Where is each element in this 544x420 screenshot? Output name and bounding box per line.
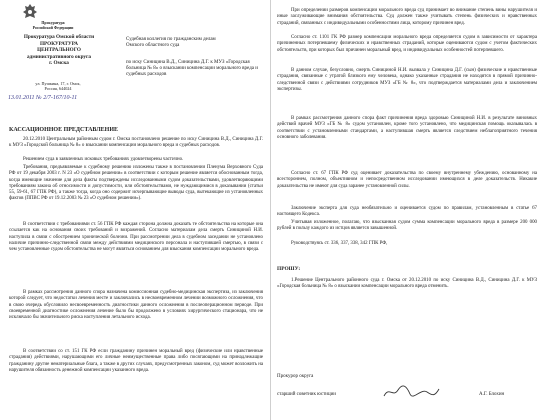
paragraph: Согласно ст. 67 ГПК РФ суд оценивает доказательства по своему внутреннему убеждению, основанному на всестороннем, полном, объективном и непосредственном исследовании имеющихся в деле доказательств. Никакие доказательства не имеют для суда заранее установленной силы. bbox=[277, 171, 537, 189]
document-title: КАССАЦИОННОЕ ПРЕДСТАВЛЕНИЕ bbox=[9, 127, 119, 133]
left-page bbox=[0, 0, 271, 420]
organization-name: Прокуратура Омской области ПРОКУРАТУРА ЦЕНТРАЛЬНОГО административного округа г. Омска bbox=[23, 34, 95, 66]
case-subject: по иску Синицина В.Д., Синицина Д.Г. к МУЗ «Городская больница № 8» о взыскании компенсации морального вреда и судебных расходов bbox=[126, 60, 258, 78]
organization-address: ул. Пушкина, 17, г. Омск, Россия, 644024 bbox=[35, 81, 81, 92]
signature-title: Прокурор округа bbox=[277, 374, 314, 379]
right-page bbox=[271, 0, 544, 420]
coat-of-arms-icon bbox=[22, 3, 38, 21]
recipient: Судебная коллегия по гражданским делам Омского областного суда bbox=[126, 37, 216, 49]
handwritten-signature bbox=[381, 384, 441, 400]
request-title: ПРОШУ: bbox=[277, 266, 301, 272]
paragraph: Заключение эксперта для суда необязательно и оценивается судом по правилам, установленным в статье 67 настоящего Кодекса. bbox=[277, 206, 537, 218]
paragraph: Учитывая изложенное, полагаю, что взысканная судом сумма компенсации морального вреда в размере 200 000 рублей в пользу каждого из истцов является завышенной. bbox=[277, 220, 537, 232]
paragraph: Требования, предъявляемые к судебному решению изложены также в постановлении Пленума Верховного Суда РФ от 19 декабря 2003 г. N 23 «О судебном решении» в соответствии с которым решение является обоснованным тогда, когда имеющие значение для дела факты подтверждены исследованными судом доказательствами, удовлетворяющими требованиям закона об относимости и допустимости, или обстоятельствами, не нуждающимися в доказывании (статьи 55, 59-61, 67 ГПК РФ), а также тогда, когда оно содержит исчерпывающие выводы суда, вытекающие из установленных фактов (ППВС РФ от 19.12.2003 № 23 «О судебном решении»). bbox=[9, 165, 263, 202]
paragraph: При определении размеров компенсации морального вреда суд принимает во внимание степень вины нарушителя и иные заслуживающие внимания обстоятельства. Суд должен также учитывать степень физических и нравственных страданий, связанных с индивидуальными особенностями лица, которому причинен вред. bbox=[277, 8, 537, 26]
paragraph: Руководствуясь ст. 336, 337, 338, 342 ГПК РФ, bbox=[291, 241, 388, 246]
signature-rank: старший советник юстиции bbox=[277, 392, 336, 397]
paragraph: Согласно ст. 1101 ГК РФ размер компенсации морального вреда определяется судом в зависимости от характера причиненных потерпевшему физических и нравственных страданий, которые оцениваются судом с учетом фактических обстоятельств, при которых был причинен моральный вред, и индивидуальных особенностей потерпевшего. bbox=[277, 35, 537, 53]
org-federation-label: Прокуратура Российской Федерации bbox=[32, 21, 74, 30]
paragraph: 20.12.2010 Центральным районным судом г. Омска постановлено решение по иску Синицина В.Д., Синицина Д.Г. к МУЗ «Городской больница № 8» о взыскании компенсации морального вреда и судебных расходов. bbox=[9, 137, 263, 149]
paragraph: В соответствии со ст. 151 ГК РФ если гражданину причинен моральный вред (физические или нравственные страдания) действиями, нарушающими его личные неимущественные права либо посягающими на принадлежащие гражданину другие нематериальные блага, а также в других случаях, предусмотренных законом, суд может возложить на нарушителя обязанность денежной компенсации указанного вреда. bbox=[9, 349, 263, 373]
paragraph: В рамках рассмотрения данного спора назначена комиссионная судебно-медицинская экспертиза, из заключения которой следует, что недостатки лечения месте и заключались в несвоевременном лечении возможного осложнения, что в свою очередь обусловило несвоевременность диагностики данного осложнения в послеоперационном периоде. При своевременной диагностике осложнения лечение было бы продолжено в условиях хирургического стационара, что не исключало бы значительного риска наступления летального исхода. bbox=[9, 290, 263, 321]
outgoing-number: 13.01.2011 № 2/7-167/10-11 bbox=[8, 95, 78, 101]
request-text: 1.Решение Центрального районного суда г. Омска от 20.12.2010 по иску Синицина В.Д., Синицина Д.Г. к МУЗ «Городская больница № 8» о взыскании компенсации морального вреда отменить. bbox=[277, 278, 537, 290]
signature-name: А.Г. Блохин bbox=[479, 392, 505, 397]
paragraph: В соответствии с требованиями ст. 56 ГПК РФ каждая сторона должна доказать те обстоятельства на которые она ссылается как на основания своих требований и возражений. Согласно материалам дела смерть Синициной Н.И. наступила в связи с обострением хронической болезни. При рассмотрении дела в судебном заседании не установлено наличие причинно-следственной связи между действиями медицинского персонала и наступившей смертью, в связи с чем установленные судом обстоятельства не могут являться основанием для взыскания компенсации морального вреда. bbox=[9, 222, 263, 253]
paragraph: Решением суда в заявленных исковых требованиях удовлетворены частично. bbox=[23, 157, 184, 162]
paragraph: В рамках рассмотрения данного спора факт причинения вреда здоровью Синициной Н.И. в результате виновных действий врачей МУЗ «ГБ № 8» судом установлен, кроме того установлено, что медицинская помощь оказывалась в соответствии с установленными стандартами, а наступившая смерть является следствием неблагоприятного течения основного заболевания. bbox=[277, 116, 537, 140]
paragraph: В данном случае, безусловно, смерть Синициной Н.И. вызвала у Синицина Д.Г. (сын) физические и нравственные страдания, связанные с утратой близкого ему человека, однако указанные страдания не находятся в прямой причинно-следственной связи с действиями сотрудников МУЗ «ГБ № 8», что подтверждается материалами дела и заключением экспертизы. bbox=[277, 68, 537, 92]
